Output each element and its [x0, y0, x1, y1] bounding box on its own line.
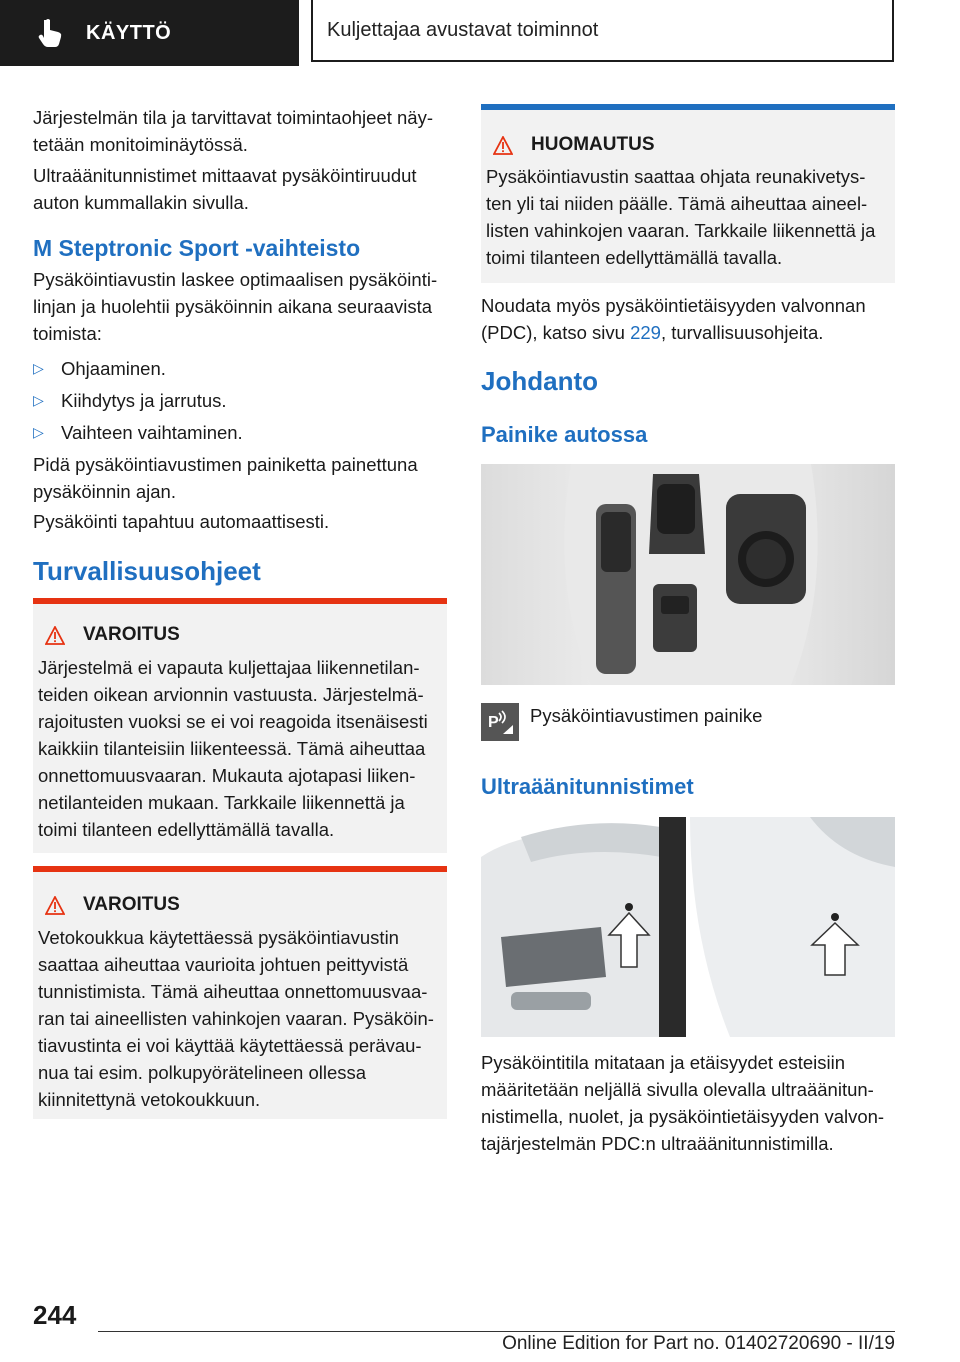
button-heading: Painike autossa	[481, 422, 648, 447]
auto-paragraph: Pysäköinti tapahtuu automaattisesti.	[33, 511, 330, 532]
warning-text: Järjestelmä ei vapauta kuljettajaa liikennetilan- teiden oikean arvionnin vastuusta. Järjestelmä- rajoitusten vuoksi se ei voi reagoida itsenäisesti kaikkiin tilanteisiin liikenteessä. Tämä aiheuttaa onnettomuusvaaran. Mukauta ajotapasi liiken- netilanteiden mukaan. Tarkkaile liikennettä ja toimi tilanteen edellyttämällä tavalla.	[38, 657, 428, 840]
footer-divider	[98, 1331, 895, 1332]
hold-paragraph: Pidä pysäköintiavustimen painiketta painettuna pysäköinnin ajan.	[33, 454, 418, 502]
hand-pointer-icon	[38, 18, 64, 48]
page-link[interactable]: 229	[630, 322, 661, 343]
button-caption: Pysäköintiavustimen painike	[530, 705, 763, 726]
warning-box-2	[33, 866, 447, 1119]
chapter-title: KÄYTTÖ	[86, 21, 172, 44]
chapter-tab	[0, 0, 299, 66]
sensors-paragraph: Pysäköintitila mitataan ja etäisyydet esteisiin määritetään neljällä sivulla olevalla ultraäänitun- nistimella, nuolet, ja pysäköintietäisyyden valvon- tajärjestelmän PDC:n ultraäänitunnistimilla.	[481, 1052, 885, 1154]
notice-title: HUOMAUTUS	[493, 134, 655, 156]
triangle-bullet-icon: ▷	[33, 392, 44, 408]
front-bumper-photo	[481, 817, 686, 1037]
svg-text:P: P	[488, 714, 499, 731]
sensors-heading: Ultraäänitunnistimet	[481, 774, 694, 799]
page-number: 244	[33, 1300, 77, 1330]
safety-heading: Turvallisuusohjeet	[33, 556, 261, 586]
bullet-item: ▷ Vaihteen vaihtaminen.	[33, 419, 243, 446]
warning-triangle-icon	[493, 136, 513, 155]
warning-text: Vetokoukkua käytettäessä pysäköintiavustin saattaa aiheuttaa vaurioita johtuen peittyvistä tunnistimista. Tämä aiheuttaa onnettomuusvaa- ran tai aineellisten vahinkojen vaaran. Pysäköin- tiavustinta ei voi käyttää käytettäessä perävau- nua tai esim. polkupyörätelineen ollessa kiinnitettynä vetokoukkuun.	[38, 927, 434, 1110]
triangle-bullet-icon: ▷	[33, 424, 44, 440]
intro-paragraph-1: Järjestelmän tila ja tarvittavat toimintaohjeet näy- tetään monitoiminäytössä.	[33, 107, 433, 155]
park-assist-button-icon	[481, 703, 519, 741]
bullet-item: ▷ Ohjaaminen.	[33, 355, 166, 382]
triangle-bullet-icon: ▷	[33, 360, 44, 376]
notice-box	[481, 104, 895, 283]
warning-title: VAROITUS	[45, 624, 180, 646]
intro-heading: Johdanto	[481, 366, 598, 396]
rear-bumper-photo	[690, 817, 895, 1037]
console-photo	[481, 464, 895, 685]
warning-box-1	[33, 598, 447, 853]
warning-triangle-icon	[45, 626, 65, 645]
pdc-paragraph: Noudata myös pysäköintietäisyyden valvonnan (PDC), katso sivu 229, turvallisuusohjeita.	[481, 295, 866, 343]
bullet-item: ▷ Kiihdytys ja jarrutus.	[33, 387, 227, 414]
warning-title: VAROITUS	[45, 894, 180, 916]
section-title: Kuljettajaa avustavat toiminnot	[311, 0, 894, 62]
warning-triangle-icon	[45, 896, 65, 915]
steptronic-paragraph: Pysäköintiavustin laskee optimaalisen pysäköinti- linjan ja huolehtii pysäköinnin aikana seuraavista toimista:	[33, 269, 438, 344]
notice-text: Pysäköintiavustin saattaa ohjata reunakivetys- ten yli tai niiden päälle. Tämä aiheuttaa aineel- listen vahinkojen vaaran. Tarkkaile liikennettä ja toimi tilanteen edellyttämällä tavalla.	[486, 166, 876, 268]
intro-paragraph-2: Ultraäänitunnistimet mittaavat pysäköintiruudut auton kummallakin sivulla.	[33, 165, 417, 213]
steptronic-heading: M Steptronic Sport -vaihteisto	[33, 235, 361, 261]
edition-text: Online Edition for Part no. 01402720690 - II/19	[502, 1333, 895, 1354]
